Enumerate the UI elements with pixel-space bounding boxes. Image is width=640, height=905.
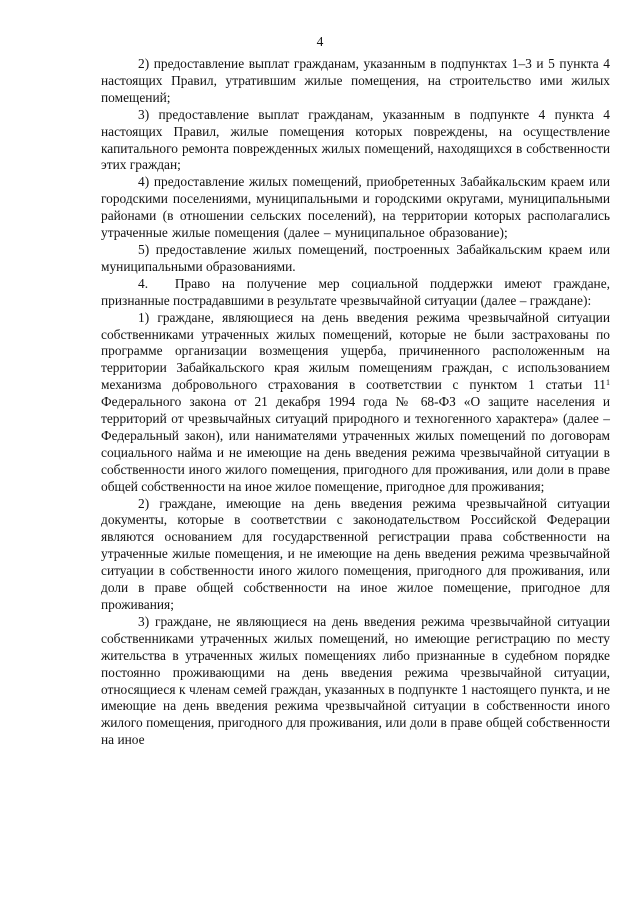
article-superscript: 1 bbox=[606, 378, 610, 388]
page-number: 4 bbox=[316, 34, 324, 49]
item1-text-part-1: 1) граждане, являющиеся на день введения режима чрезвычайной ситуации собственниками утраченных жилых помещений, которые не были застрахованы по программе организации возмещения ущерба, причиненного расположенным на территории Забайкальского края жилым помещениям граждан, с использованием механизма добровольного страхования в соответствии с пунктом 1 статьи 11 bbox=[101, 309, 610, 393]
paragraph-subitem-3: 3) предоставление выплат гражданам, указанным в подпункте 4 пункта 4 настоящих Правил, жилые помещения которых повреждены, на осуществление капитального ремонта поврежденных жилых помещений, находящихся в собственности этих граждан; bbox=[101, 106, 610, 173]
paragraph-clause-4: 4. Право на получение мер социальной поддержки имеют граждане, признанные пострадавшими в результате чрезвычайной ситуации (далее – граждане): bbox=[101, 275, 610, 308]
document-body bbox=[101, 56, 610, 749]
paragraph-subitem-5: 5) предоставление жилых помещений, построенных Забайкальским краем или муниципальными образованиями. bbox=[101, 241, 610, 274]
paragraph-subitem-4: 4) предоставление жилых помещений, приобретенных Забайкальским краем или городскими поселениями, муниципальными и городскими округами, муниципальными районами (в отношении сельских поселений), на территории которых располагались утраченные жилые помещения (далее – муниципальное образование); bbox=[101, 174, 610, 241]
paragraph-citizens-item-1 bbox=[101, 310, 610, 496]
item1-text-part-2: Федерального закона от 21 декабря 1994 года № 68-ФЗ «О защите населения и территорий от чрезвычайных ситуаций природного и техногенного характера» (далее – Федеральный закон), или нанимателями утраченных жилых помещений по договорам социального найма и не имеющие на день введения режима чрезвычайной ситуации в собственности иного жилого помещения, пригодного для проживания, или доли в праве общей собственности на иное жилое помещение, пригодное для проживания; bbox=[101, 394, 610, 494]
paragraph-subitem-2: 2) предоставление выплат гражданам, указанным в подпунктах 1–3 и 5 пункта 4 настоящих Правил, утратившим жилые помещения, на строительство ими жилых помещений; bbox=[101, 56, 610, 105]
paragraph-citizens-item-3: 3) граждане, не являющиеся на день введения режима чрезвычайной ситуации собственниками утраченных жилых помещений, но имеющие регистрацию по месту жительства в утраченных жилых помещениях либо признанные в судебном порядке постоянно проживающими на день введения режима чрезвычайной ситуации, относящиеся к членам семей граждан, указанных в подпункте 1 настоящего пункта, и не имеющие на день введения режима чрезвычайной ситуации в собственности иного жилого помещения, пригодного для проживания, или доли в праве общей собственности на иное bbox=[101, 613, 610, 748]
paragraph-citizens-item-2: 2) граждане, имеющие на день введения режима чрезвычайной ситуации документы, которые в соответствии с законодательством Российской Федерации являются основанием для государственной регистрации права собственности на утраченные жилые помещения, и не имеющие на день введения режима чрезвычайной ситуации в собственности иного жилого помещения, пригодного для проживания, или доли в праве общей собственности на иное жилое помещение, пригодное для проживания; bbox=[101, 495, 610, 612]
